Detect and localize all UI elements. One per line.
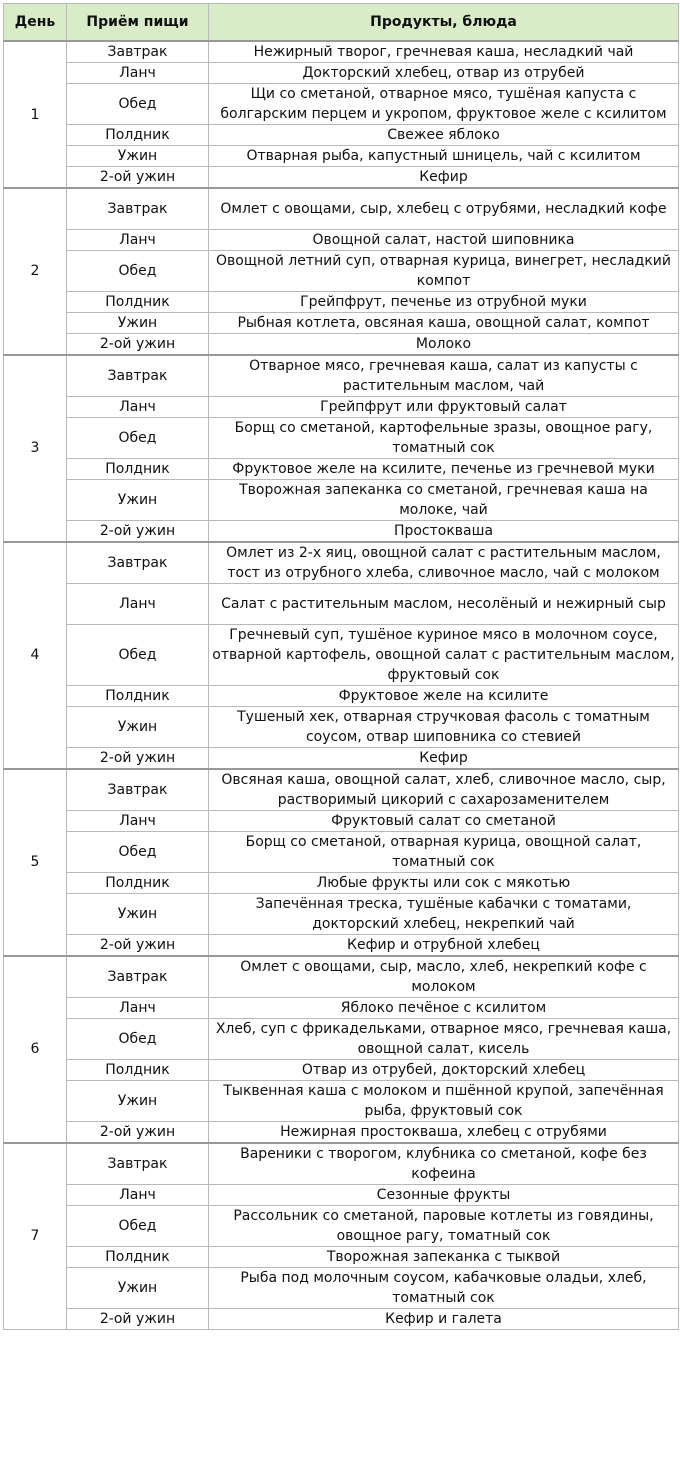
- dishes-text: Кефир и галета: [209, 1308, 679, 1329]
- table-row: [4, 188, 679, 229]
- meal-name: Завтрак: [67, 355, 209, 397]
- meal-name: Обед: [67, 417, 209, 458]
- meal-name: Завтрак: [67, 41, 209, 63]
- dishes-text: Тыквенная каша с молоком и пшённой крупой, запечённая рыба, фруктовый сок: [209, 1080, 679, 1121]
- dishes-text: Овсяная каша, овощной салат, хлеб, сливочное масло, сыр, растворимый цикорий с сахарозаменителем: [209, 769, 679, 811]
- meal-name: Ужин: [67, 706, 209, 747]
- meal-name: Завтрак: [67, 769, 209, 811]
- meal-name: Ужин: [67, 312, 209, 333]
- dishes-text: Молоко: [209, 333, 679, 355]
- table-row: [4, 1018, 679, 1059]
- meal-name: Обед: [67, 624, 209, 685]
- day-number: 7: [4, 1143, 67, 1330]
- table-row: [4, 1267, 679, 1308]
- table-row: [4, 333, 679, 355]
- table-row: [4, 146, 679, 167]
- table-row: [4, 355, 679, 397]
- meal-name: Ужин: [67, 146, 209, 167]
- table-row: [4, 458, 679, 479]
- dishes-text: Салат с растительным маслом, несолёный и нежирный сыр: [209, 583, 679, 624]
- meal-name: Полдник: [67, 1059, 209, 1080]
- table-row: [4, 956, 679, 998]
- table-row: [4, 934, 679, 956]
- table-row: [4, 685, 679, 706]
- dishes-text: Простокваша: [209, 520, 679, 542]
- header-day: День: [4, 4, 67, 42]
- table-row: [4, 542, 679, 584]
- dishes-text: Нежирный творог, гречневая каша, несладкий чай: [209, 41, 679, 63]
- dishes-text: Борщ со сметаной, картофельные зразы, овощное рагу, томатный сок: [209, 417, 679, 458]
- table-row: [4, 1059, 679, 1080]
- table-row: [4, 125, 679, 146]
- dishes-text: Омлет с овощами, сыр, хлебец с отрубями, несладкий кофе: [209, 188, 679, 229]
- dishes-text: Овощной летний суп, отварная курица, винегрет, несладкий компот: [209, 250, 679, 291]
- table-row: [4, 312, 679, 333]
- header-meal: Приём пищи: [67, 4, 209, 42]
- meal-name: 2-ой ужин: [67, 1121, 209, 1143]
- meal-name: Обед: [67, 1205, 209, 1246]
- day-number: 4: [4, 542, 67, 769]
- dishes-text: Грейпфрут или фруктовый салат: [209, 396, 679, 417]
- table-row: [4, 479, 679, 520]
- meal-name: 2-ой ужин: [67, 520, 209, 542]
- meal-name: Ланч: [67, 229, 209, 250]
- table-row: [4, 1184, 679, 1205]
- meal-name: 2-ой ужин: [67, 167, 209, 189]
- table-row: [4, 417, 679, 458]
- dishes-text: Фруктовое желе на ксилите: [209, 685, 679, 706]
- meal-name: Ланч: [67, 63, 209, 84]
- header-dishes: Продукты, блюда: [209, 4, 679, 42]
- day-number: 6: [4, 956, 67, 1143]
- table-row: [4, 624, 679, 685]
- day-number: 2: [4, 188, 67, 355]
- table-row: [4, 84, 679, 125]
- dishes-text: Омлет с овощами, сыр, масло, хлеб, некрепкий кофе с молоком: [209, 956, 679, 998]
- table-row: [4, 1205, 679, 1246]
- dishes-text: Тушеный хек, отварная стручковая фасоль с томатным соусом, отвар шиповника со стевией: [209, 706, 679, 747]
- meal-name: Полдник: [67, 125, 209, 146]
- dishes-text: Вареники с творогом, клубника со сметаной, кофе без кофеина: [209, 1143, 679, 1185]
- meal-name: Обед: [67, 84, 209, 125]
- dishes-text: Фруктовый салат со сметаной: [209, 810, 679, 831]
- diet-menu-table: [3, 3, 679, 1330]
- meal-name: Ланч: [67, 583, 209, 624]
- dishes-text: Запечённая треска, тушёные кабачки с томатами, докторский хлебец, некрепкий чай: [209, 893, 679, 934]
- table-row: [4, 769, 679, 811]
- dishes-text: Борщ со сметаной, отварная курица, овощной салат, томатный сок: [209, 831, 679, 872]
- dishes-text: Кефир: [209, 167, 679, 189]
- meal-name: Завтрак: [67, 1143, 209, 1185]
- table-row: [4, 396, 679, 417]
- dishes-text: Рассольник со сметаной, паровые котлеты из говядины, овощное рагу, томатный сок: [209, 1205, 679, 1246]
- table-row: [4, 1308, 679, 1329]
- dishes-text: Рыба под молочным соусом, кабачковые оладьи, хлеб, томатный сок: [209, 1267, 679, 1308]
- meal-name: Ужин: [67, 479, 209, 520]
- table-row: [4, 893, 679, 934]
- meal-name: Завтрак: [67, 542, 209, 584]
- day-number: 1: [4, 41, 67, 188]
- dishes-text: Творожная запеканка с тыквой: [209, 1246, 679, 1267]
- table-row: [4, 167, 679, 189]
- table-row: [4, 747, 679, 769]
- meal-name: Ланч: [67, 997, 209, 1018]
- dishes-text: Хлеб, суп с фрикадельками, отварное мясо, гречневая каша, овощной салат, кисель: [209, 1018, 679, 1059]
- dishes-text: Сезонные фрукты: [209, 1184, 679, 1205]
- meal-name: Полдник: [67, 685, 209, 706]
- meal-name: Полдник: [67, 872, 209, 893]
- table-row: [4, 872, 679, 893]
- dishes-text: Щи со сметаной, отварное мясо, тушёная капуста с болгарским перцем и укропом, фруктовое желе с ксилитом: [209, 84, 679, 125]
- table-row: [4, 63, 679, 84]
- dishes-text: Отварное мясо, гречневая каша, салат из капусты с растительным маслом, чай: [209, 355, 679, 397]
- table-row: [4, 1143, 679, 1185]
- meal-name: Ужин: [67, 893, 209, 934]
- table-header-row: [4, 4, 679, 42]
- meal-name: Полдник: [67, 458, 209, 479]
- table-row: [4, 583, 679, 624]
- meal-name: Ужин: [67, 1080, 209, 1121]
- meal-name: Полдник: [67, 291, 209, 312]
- dishes-text: Рыбная котлета, овсяная каша, овощной салат, компот: [209, 312, 679, 333]
- dishes-text: Омлет из 2-х яиц, овощной салат с растительным маслом, тост из отрубного хлеба, сливочное масло, чай с молоком: [209, 542, 679, 584]
- meal-name: 2-ой ужин: [67, 747, 209, 769]
- meal-name: Ужин: [67, 1267, 209, 1308]
- table-row: [4, 810, 679, 831]
- dishes-text: Овощной салат, настой шиповника: [209, 229, 679, 250]
- meal-name: 2-ой ужин: [67, 1308, 209, 1329]
- dishes-text: Отварная рыба, капустный шницель, чай с ксилитом: [209, 146, 679, 167]
- meal-name: Обед: [67, 831, 209, 872]
- day-number: 5: [4, 769, 67, 956]
- dishes-text: Нежирная простокваша, хлебец с отрубями: [209, 1121, 679, 1143]
- meal-name: Завтрак: [67, 956, 209, 998]
- dishes-text: Свежее яблоко: [209, 125, 679, 146]
- meal-name: Полдник: [67, 1246, 209, 1267]
- meal-name: Ланч: [67, 396, 209, 417]
- table-row: [4, 291, 679, 312]
- dishes-text: Фруктовое желе на ксилите, печенье из гречневой муки: [209, 458, 679, 479]
- meal-name: 2-ой ужин: [67, 934, 209, 956]
- dishes-text: Отвар из отрубей, докторский хлебец: [209, 1059, 679, 1080]
- table-body: [4, 41, 679, 1329]
- table-row: [4, 520, 679, 542]
- dishes-text: Кефир и отрубной хлебец: [209, 934, 679, 956]
- meal-name: Обед: [67, 1018, 209, 1059]
- meal-name: Обед: [67, 250, 209, 291]
- dishes-text: Кефир: [209, 747, 679, 769]
- dishes-text: Докторский хлебец, отвар из отрубей: [209, 63, 679, 84]
- meal-name: 2-ой ужин: [67, 333, 209, 355]
- table-row: [4, 1246, 679, 1267]
- dishes-text: Творожная запеканка со сметаной, гречневая каша на молоке, чай: [209, 479, 679, 520]
- table-row: [4, 250, 679, 291]
- table-row: [4, 831, 679, 872]
- meal-name: Ланч: [67, 1184, 209, 1205]
- dishes-text: Грейпфрут, печенье из отрубной муки: [209, 291, 679, 312]
- dishes-text: Любые фрукты или сок с мякотью: [209, 872, 679, 893]
- table-row: [4, 41, 679, 63]
- day-number: 3: [4, 355, 67, 542]
- dishes-text: Яблоко печёное с ксилитом: [209, 997, 679, 1018]
- meal-name: Завтрак: [67, 188, 209, 229]
- meal-name: Ланч: [67, 810, 209, 831]
- dishes-text: Гречневый суп, тушёное куриное мясо в молочном соусе, отварной картофель, овощной салат с растительным маслом, фруктовый сок: [209, 624, 679, 685]
- table-row: [4, 1121, 679, 1143]
- table-row: [4, 997, 679, 1018]
- table-row: [4, 229, 679, 250]
- table-row: [4, 706, 679, 747]
- table-row: [4, 1080, 679, 1121]
